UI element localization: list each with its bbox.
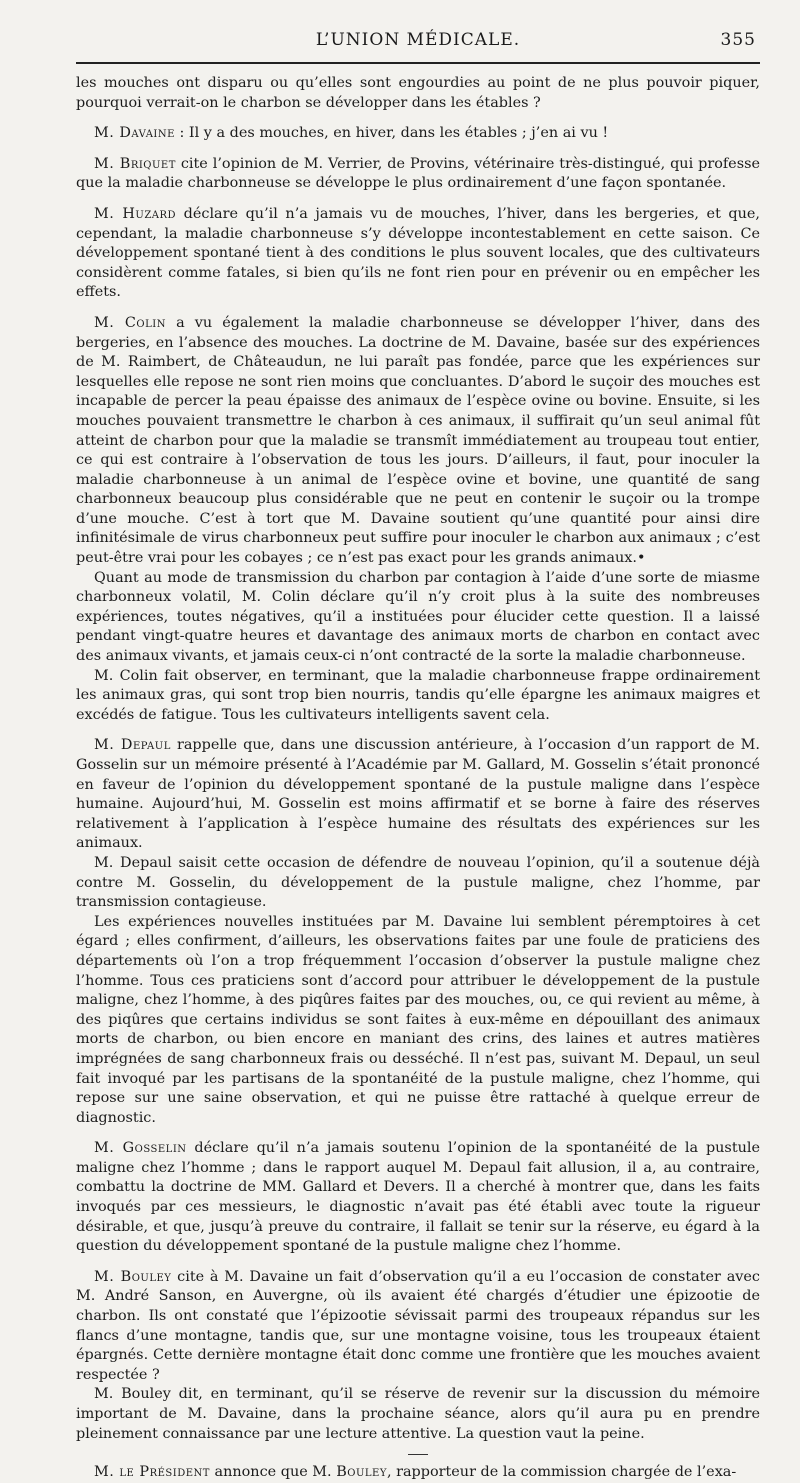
paragraph-7: M. Colin fait observer, en terminant, que la maladie charbonneuse frappe ordinairement les animaux gras, qui sont trop bien nourris, tandis qu’elle épargne les animaux maigres et excédés de fatigue. Tous les cultivateurs intelligents savent cela.	[76, 667, 760, 723]
running-header	[76, 30, 760, 58]
speaker-name: M. Gosselin	[94, 1140, 187, 1157]
speaker-name: M. Depaul	[94, 737, 171, 754]
section-separator	[408, 1454, 428, 1455]
paragraph-4: M. Huzard déclare qu’il n’a jamais vu de mouches, l’hiver, dans les bergeries, et que, cependant, la maladie charbonneuse s’y développe incontestablement en cette saison. Ce développement spontané tient à des conditions le plus souvent locales, que des cultivateurs considèrent comme fatales, si bien qu’ils ne font rien pour en prévenir ou en empêcher les effets.	[76, 205, 761, 301]
paragraph-6: Quant au mode de transmission du charbon par contagion à l’aide d’une sorte de miasme charbonneux volatil, M. Colin déclare qu’il n’y croit plus à la suite des nombreuses expériences, toutes négatives, qu’il a instituées pour élucider cette question. Il a laissé pendant vingt-quatre heures et davantage des animaux morts de charbon en contact avec des animaux vivants, et jamais ceux-ci n’ont contracté de la sorte la maladie charbonneuse.	[76, 569, 760, 665]
closing-paragraph: M. le Président annonce que M. Bouley, rapporteur de la commission chargée de l’exa-	[94, 1464, 737, 1481]
speaker-name: M. Briquet	[94, 155, 176, 172]
paragraph-3: M. Briquet cite l’opinion de M. Verrier, de Provins, vétérinaire très-distingué, qui professe que la maladie charbonneuse se développe le plus ordinairement d’une façon spontanée.	[76, 155, 760, 192]
speaker-name: M. Huzard	[94, 205, 177, 222]
speaker-name: M. le Président	[94, 1464, 210, 1481]
page-number: 355	[720, 30, 756, 50]
speaker-name: M. Bouley	[94, 1268, 172, 1285]
speaker-name: M. Davaine	[94, 125, 175, 142]
paragraph-2: M. Davaine : Il y a des mouches, en hiver, dans les étables ; j’en ai vu !	[94, 125, 609, 142]
paragraph-1: les mouches ont disparu ou qu’elles sont engourdies au point de ne plus pouvoir piquer, pourquoi verrait-on le charbon se développer dans les étables ?	[76, 75, 760, 111]
rapporteur-name: Bouley	[336, 1464, 387, 1481]
paragraph-12: M. Bouley cite à M. Davaine un fait d’observation qu’il a eu l’occasion de constater avec M. André Sanson, en Auvergne, où ils avaient été chargés d’étudier une épizootie de charbon. Ils ont constaté que l’épizootie sévissait parmi des troupeaux répandus sur les flancs d’une montagne, tandis que, sur une montagne voisine, tous les troupeaux étaient épargnés. Cette dernière montagne était donc comme une frontière que les mouches avaient respectée ?	[76, 1268, 760, 1383]
paragraph-11: M. Gosselin déclare qu’il n’a jamais soutenu l’opinion de la spontanéité de la pustule maligne chez l’homme ; dans le rapport auquel M. Depaul fait allusion, il a, au contraire, combattu la doctrine de MM. Gallard et Devers. Il a cherché à montrer que, dans les faits invoqués par ces messieurs, le diagnostic n’avait pas été établi avec toute la rigueur désirable, et que, jusqu’à preuve du contraire, il fallait se tenir sur la réserve, eu égard à la question du développement spontané de la pustule maligne chez l’homme.	[76, 1140, 760, 1255]
article-body	[76, 74, 760, 1483]
paragraph-13: M. Bouley dit, en terminant, qu’il se réserve de revenir sur la discussion du mémoire important de M. Davaine, dans la prochaine séance, alors qu’il aura pu en prendre pleinement connaissance par une lecture attentive. La question vaut la peine.	[76, 1386, 760, 1442]
paragraph-10: Les expériences nouvelles instituées par M. Davaine lui semblent péremptoires à cet égard ; elles confirment, d’ailleurs, les observations faites par une foule de praticiens des départements où l’on a trop fréquemment l’occasion d’observer la pustule maligne chez l’homme. Tous ces praticiens sont d’accord pour attribuer le développement de la pustule maligne, chez l’homme, à des piqûres faites par des mouches, ou, ce qui revient au même, à des piqûres que certains individus se sont faites à eux-même en dépouillant des animaux morts de charbon, ou bien encore en maniant des crins, des laines et autres matières imprégnées de sang charbonneux frais ou desséché. Il n’est pas, suivant M. Depaul, un seul fait invoqué par les partisans de la spontanéité de la pustule maligne, chez l’homme, qui repose sur une saine observation, et qui ne puisse être rattaché à quelque erreur de diagnostic.	[76, 913, 760, 1126]
speaker-name: M. Colin	[94, 314, 166, 331]
journal-title: L’UNION MÉDICALE.	[315, 30, 521, 50]
paragraph-5: M. Colin a vu également la maladie charbonneuse se développer l’hiver, dans des bergeries, en l’absence des mouches. La doctrine de M. Davaine, basée sur des expériences de M. Raimbert, de Châteaudun, ne lui paraît pas fondée, parce que les expériences sur lesquelles elle repose ne sont rien moins que concluantes. D’abord le suçoir des mouches est incapable de percer la peau épaisse des animaux de l’espèce ovine ou bovine. Ensuite, si les mouches pouvaient transmettre le charbon à ces animaux, il suffirait qu’un seul animal fût atteint de charbon pour que la maladie se transmît immédiatement au troupeau tout entier, ce qui est contraire à l’observation de tous les jours. D’ailleurs, il faut, pour inoculer la maladie charbonneuse à un animal de l’espèce ovine et bovine, une quantité de sang charbonneux beaucoup plus considérable que ne peut en contenir le suçoir ou la trompe d’une mouche. C’est à tort que M. Davaine soutient qu’une quantité pour ainsi dire infinitésimale de virus charbonneux peut suffire pour inoculer le charbon aux animaux ; c’est peut-être vrai pour les cobayes ; ce n’est pas exact pour les grands animaux.•	[76, 314, 760, 567]
paragraph-9: M. Depaul saisit cette occasion de défendre de nouveau l’opinion, qu’il a soutenue déjà contre M. Gosselin, du développement de la pustule maligne, chez l’homme, par transmission contagieuse.	[76, 854, 760, 911]
header-rule	[76, 62, 760, 64]
paragraph-8: M. Depaul rappelle que, dans une discussion antérieure, à l’occasion d’un rapport de M. Gosselin sur un mémoire présenté à l’Académie par M. Gallard, M. Gosselin s’était prononcé en faveur de l’opinion du développement spontané de la pustule maligne dans l’espèce humaine. Aujourd’hui, M. Gosselin est moins affirmatif et se borne à faire des réserves relativement à l’application à l’espèce humaine des résultats des expériences sur les animaux.	[76, 737, 760, 852]
